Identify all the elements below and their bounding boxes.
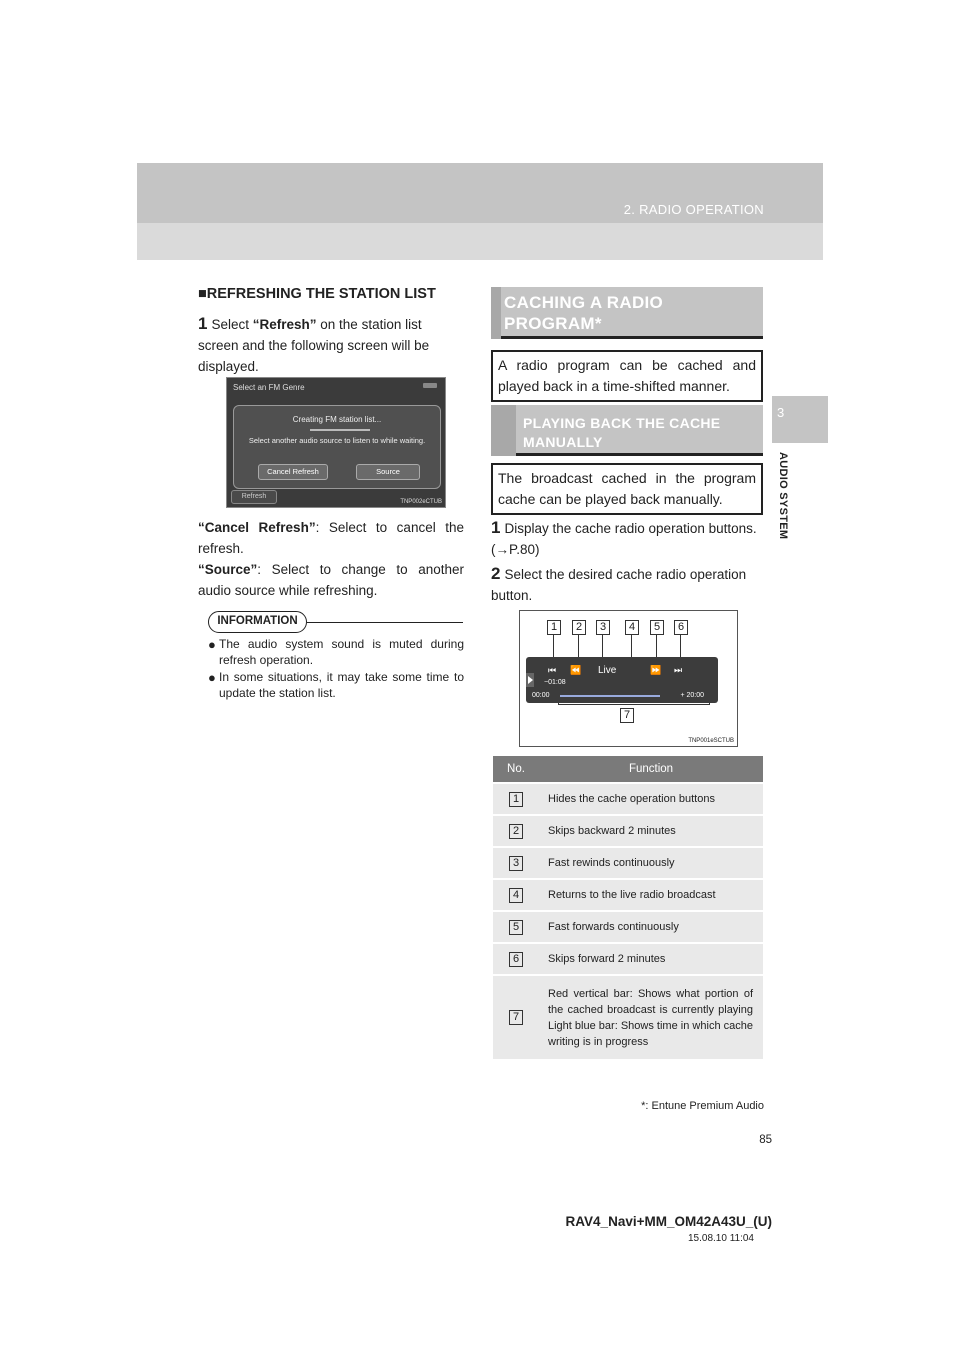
skip-back-icon[interactable]: ⏮ xyxy=(548,665,557,675)
document-id: RAV4_Navi+MM_OM42A43U_(U) xyxy=(565,1214,772,1229)
bullet-icon: ● xyxy=(208,637,216,652)
table-cell-function: Skips forward 2 minutes xyxy=(539,943,763,975)
callout-2: 2 xyxy=(572,620,586,635)
chapter-number: 3 xyxy=(777,405,785,420)
time-start: 00:00 xyxy=(532,692,550,699)
source-text: : Select to change to another audio source while refreshing. xyxy=(198,562,464,598)
step-text: Display the cache radio operation buttons. (→P.80) xyxy=(491,521,757,557)
cache-controls-figure xyxy=(519,610,738,747)
callout-5: 5 xyxy=(650,620,664,635)
status-icon xyxy=(423,383,437,388)
row-number: 1 xyxy=(509,792,523,807)
column-header-function: Function xyxy=(539,756,763,783)
info-bullet-text: In some situations, it may take some time to update the station list. xyxy=(219,670,464,700)
refresh-step-1 xyxy=(198,313,464,377)
info-bullet xyxy=(208,669,464,701)
section-title: 2. RADIO OPERATION xyxy=(623,202,764,217)
heading-accent xyxy=(491,287,501,339)
callout-1: 1 xyxy=(547,620,561,635)
information-rule xyxy=(307,622,463,623)
table-cell-function: Fast forwards continuously xyxy=(539,911,763,943)
table-row xyxy=(493,815,763,847)
step-text: Select xyxy=(211,317,253,332)
row-number: 5 xyxy=(509,920,523,935)
table-cell-function: Red vertical bar: Shows what portion of the cached broadcast is currently playing Light blue bar: Shows time in which cache writing is in progress xyxy=(539,975,763,1059)
table-row xyxy=(493,911,763,943)
row-number: 7 xyxy=(509,1010,523,1025)
figure-code: TNP001eSCTUB xyxy=(688,738,734,744)
refresh-button[interactable]: Refresh xyxy=(231,490,277,504)
table-cell-no xyxy=(493,847,539,879)
caching-heading-box xyxy=(491,287,763,339)
table-row xyxy=(493,943,763,975)
table-header-row xyxy=(493,756,763,783)
cache-control-screen xyxy=(526,657,718,703)
callout-7: 7 xyxy=(620,708,634,723)
bullet-icon: ● xyxy=(208,670,216,685)
screen-title: Select an FM Genre xyxy=(233,383,305,392)
document-date: 15.08.10 11:04 xyxy=(688,1233,754,1244)
source-button[interactable]: Source xyxy=(356,464,420,480)
table-cell-function: Returns to the live radio broadcast xyxy=(539,879,763,911)
chapter-label-text: AUDIO SYSTEM xyxy=(777,452,789,540)
page-number: 85 xyxy=(759,1134,772,1146)
bracket-line xyxy=(558,703,710,705)
table-row xyxy=(493,975,763,1059)
information-badge: INFORMATION xyxy=(208,611,307,633)
column-header-no: No. xyxy=(493,756,539,783)
figure-code: TNP002eCTUB xyxy=(400,499,442,505)
table-cell-no xyxy=(493,879,539,911)
playing-heading-box xyxy=(491,405,763,456)
chapter-label xyxy=(770,452,796,562)
step-text: on the station list screen and the following screen will be displayed. xyxy=(198,317,430,374)
info-bullet xyxy=(208,636,464,668)
caching-heading: CACHING A RADIO PROGRAM* xyxy=(504,293,664,333)
callout-3: 3 xyxy=(596,620,610,635)
table-cell-no xyxy=(493,783,539,815)
skip-forward-icon[interactable]: ⏭ xyxy=(674,665,683,675)
source-label: “Source” xyxy=(198,562,258,577)
progress-bar xyxy=(310,429,370,431)
row-number: 3 xyxy=(509,856,523,871)
callout-6: 6 xyxy=(674,620,688,635)
table-cell-function: Fast rewinds continuously xyxy=(539,847,763,879)
step-number: 2 xyxy=(491,564,501,583)
hide-buttons-icon[interactable] xyxy=(526,673,534,687)
info-bullet-text: The audio system sound is muted during refresh operation. xyxy=(219,637,464,667)
table-cell-function: Skips backward 2 minutes xyxy=(539,815,763,847)
creating-dialog xyxy=(233,405,441,489)
table-cell-no xyxy=(493,911,539,943)
cancel-refresh-desc xyxy=(198,517,464,559)
row-number: 4 xyxy=(509,888,523,903)
rewind-icon[interactable]: ⏪ xyxy=(570,665,582,675)
step-text: Select the desired cache radio operation button. xyxy=(491,567,747,603)
playing-description: The broadcast cached in the program cache can be played back manually. xyxy=(491,463,763,515)
header-band-lower xyxy=(137,223,823,260)
table-cell-no xyxy=(493,943,539,975)
refresh-label: “Refresh” xyxy=(252,317,317,332)
playing-heading: PLAYING BACK THE CACHE MANUALLY xyxy=(523,415,721,450)
cache-write-bar xyxy=(560,695,660,697)
time-end: + 20:00 xyxy=(680,692,704,699)
heading-accent xyxy=(491,405,516,456)
dialog-line-2: Select another audio source to listen to while waiting. xyxy=(248,436,426,445)
source-desc xyxy=(198,559,464,601)
step-number: 1 xyxy=(198,314,208,333)
table-cell-no xyxy=(493,975,539,1059)
station-list-screen xyxy=(226,377,446,508)
table-cell-no xyxy=(493,815,539,847)
live-button[interactable]: Live xyxy=(598,665,617,676)
step-number: 1 xyxy=(491,518,501,537)
function-table xyxy=(493,756,763,1059)
refresh-heading: ■REFRESHING THE STATION LIST xyxy=(198,286,436,302)
cancel-refresh-button[interactable]: Cancel Refresh xyxy=(258,464,328,480)
row-number: 2 xyxy=(509,824,523,839)
cache-step-1 xyxy=(491,517,763,560)
cancel-refresh-label: “Cancel Refresh” xyxy=(198,520,316,535)
dialog-line-1: Creating FM station list... xyxy=(292,415,382,424)
table-row xyxy=(493,879,763,911)
cancel-refresh-text: : Select to cancel the refresh. xyxy=(198,520,465,556)
footnote: *: Entune Premium Audio xyxy=(641,1100,764,1112)
callout-4: 4 xyxy=(625,620,639,635)
caching-description: A radio program can be cached and played back in a time-shifted manner. xyxy=(491,350,763,402)
cache-step-2 xyxy=(491,563,763,606)
table-cell-function: Hides the cache operation buttons xyxy=(539,783,763,815)
table-row xyxy=(493,783,763,815)
row-number: 6 xyxy=(509,952,523,967)
time-offset: −01:08 xyxy=(544,679,566,686)
table-row xyxy=(493,847,763,879)
fast-forward-icon[interactable]: ⏩ xyxy=(650,665,662,675)
